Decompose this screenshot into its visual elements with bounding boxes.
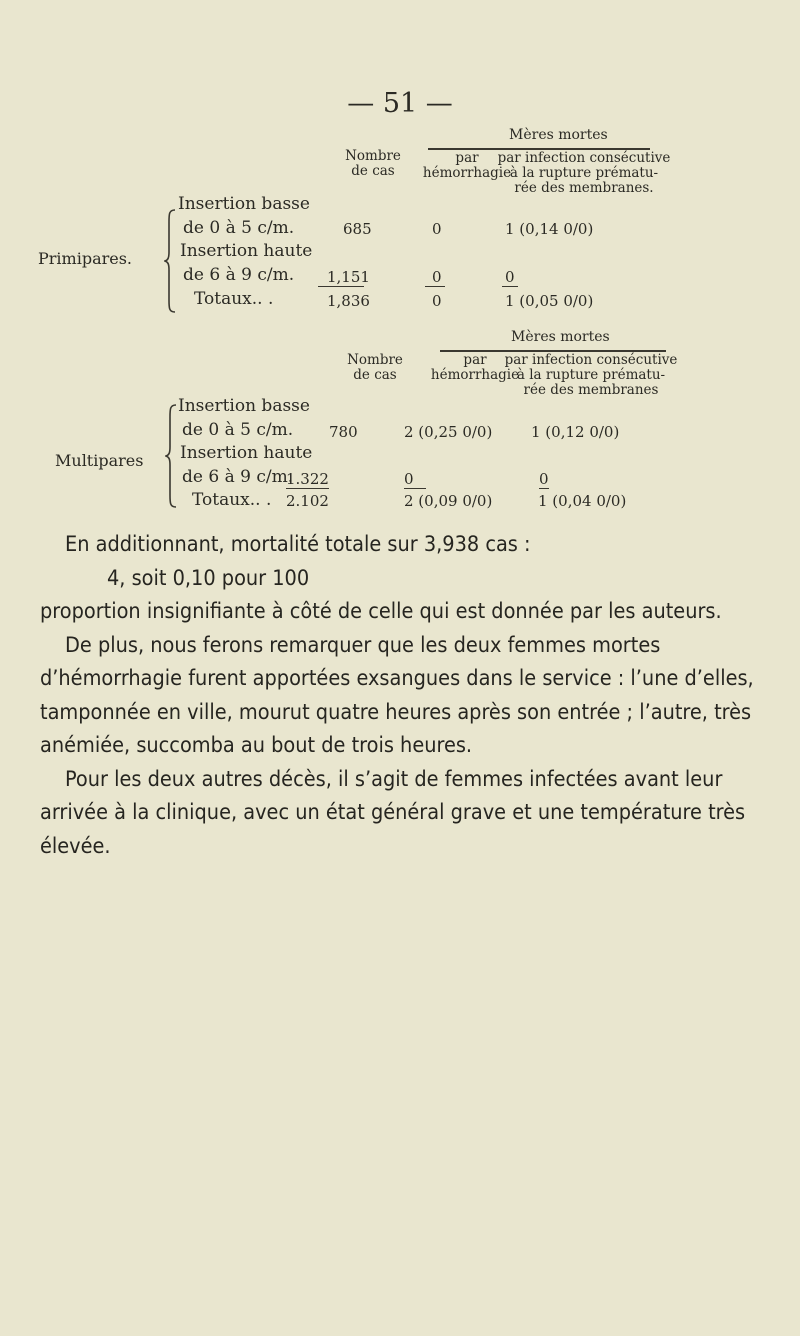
row-label-insertion-basse: Insertion basse xyxy=(178,396,310,416)
body-text xyxy=(40,528,760,863)
row-label-insertion-haute: Insertion haute xyxy=(180,241,313,261)
cell-infection: 1 (0,12 0/0) xyxy=(531,423,620,441)
row-label-range: de 0 à 5 c/m. xyxy=(183,218,295,238)
totals-hemorrhagie: 2 (0,09 0/0) xyxy=(404,492,493,510)
totals-nombre: 2.102 xyxy=(286,492,329,510)
row-label-range: de 0 à 5 c/m. xyxy=(182,420,294,440)
cell-hemorrhagie: 0 xyxy=(404,470,426,489)
cell-nombre: 780 xyxy=(329,423,358,441)
col-header-hemorrhagie: par hémorrhagie xyxy=(430,352,520,383)
col-header-nombre: Nombre de cas xyxy=(347,352,403,383)
row-label-insertion-haute: Insertion haute xyxy=(180,443,313,463)
group-label-primipares: Primipares. xyxy=(38,249,133,268)
brace-icon xyxy=(164,208,178,314)
totals-infection: 1 (0,04 0/0) xyxy=(538,492,627,510)
cell-hemorrhagie: 2 (0,25 0/0) xyxy=(404,423,493,441)
cell-infection: 0 xyxy=(539,470,549,488)
col-header-infection: par infection consécutive à la rupture prématu- rée des membranes xyxy=(504,352,678,398)
cell-hemorrhagie: 0 xyxy=(432,220,442,238)
paragraph: De plus, nous ferons remarquer que les deux femmes mortes d’hémorrhagie furent apportées exsangues dans le service : l’une d’elles, tamponnée en ville, mourut quatre heures après son entrée ; l’autre, très anémiée, succomba au bout de trois heures. xyxy=(40,632,754,758)
cell-hemorrhagie: 0 xyxy=(432,268,442,286)
group-title-meres-mortes: Mères mortes xyxy=(509,127,608,143)
row-label-range: de 6 à 9 c/m. xyxy=(183,265,295,285)
cell-infection: 0 xyxy=(505,268,515,286)
cell-infection: 1 (0,14 0/0) xyxy=(505,220,594,238)
sum-rule xyxy=(425,286,445,287)
cell-nombre: 1.322 xyxy=(286,470,329,488)
totals-label: Totaux.. . xyxy=(192,490,272,510)
cell-nombre: 685 xyxy=(343,220,372,238)
sum-rule xyxy=(318,286,364,287)
group-label-multipares: Multipares xyxy=(55,451,144,470)
col-header-nombre: Nombre de cas xyxy=(345,148,401,179)
page-number: — 51 — xyxy=(347,88,453,119)
group-title-meres-mortes: Mères mortes xyxy=(511,329,610,345)
row-label-insertion-basse: Insertion basse xyxy=(178,194,310,214)
totals-label: Totaux.. . xyxy=(194,289,274,309)
row-label-range: de 6 à 9 c/m. xyxy=(182,467,294,487)
totals-nombre: 1,836 xyxy=(327,292,370,310)
paragraph: proportion insignifiante à côté de celle qui est donnée par les auteurs. xyxy=(40,599,722,624)
paragraph: En additionnant, mortalité totale sur 3,938 cas : xyxy=(65,532,531,557)
paragraph: 4, soit 0,10 pour 100 xyxy=(107,565,310,591)
paragraph: Pour les deux autres décès, il s’agit de femmes infectées avant leur arrivée à la clinique, avec un état général grave et une température très élevée. xyxy=(40,766,746,859)
cell-nombre: 1,151 xyxy=(327,268,370,286)
col-header-infection: par infection consécutive à la rupture prématu- rée des membranes. xyxy=(497,150,671,196)
brace-icon xyxy=(165,403,179,509)
sum-rule xyxy=(502,286,518,287)
col-header-hemorrhagie: par hémorrhagie xyxy=(422,150,512,181)
totals-infection: 1 (0,05 0/0) xyxy=(505,292,594,310)
totals-hemorrhagie: 0 xyxy=(432,292,442,310)
